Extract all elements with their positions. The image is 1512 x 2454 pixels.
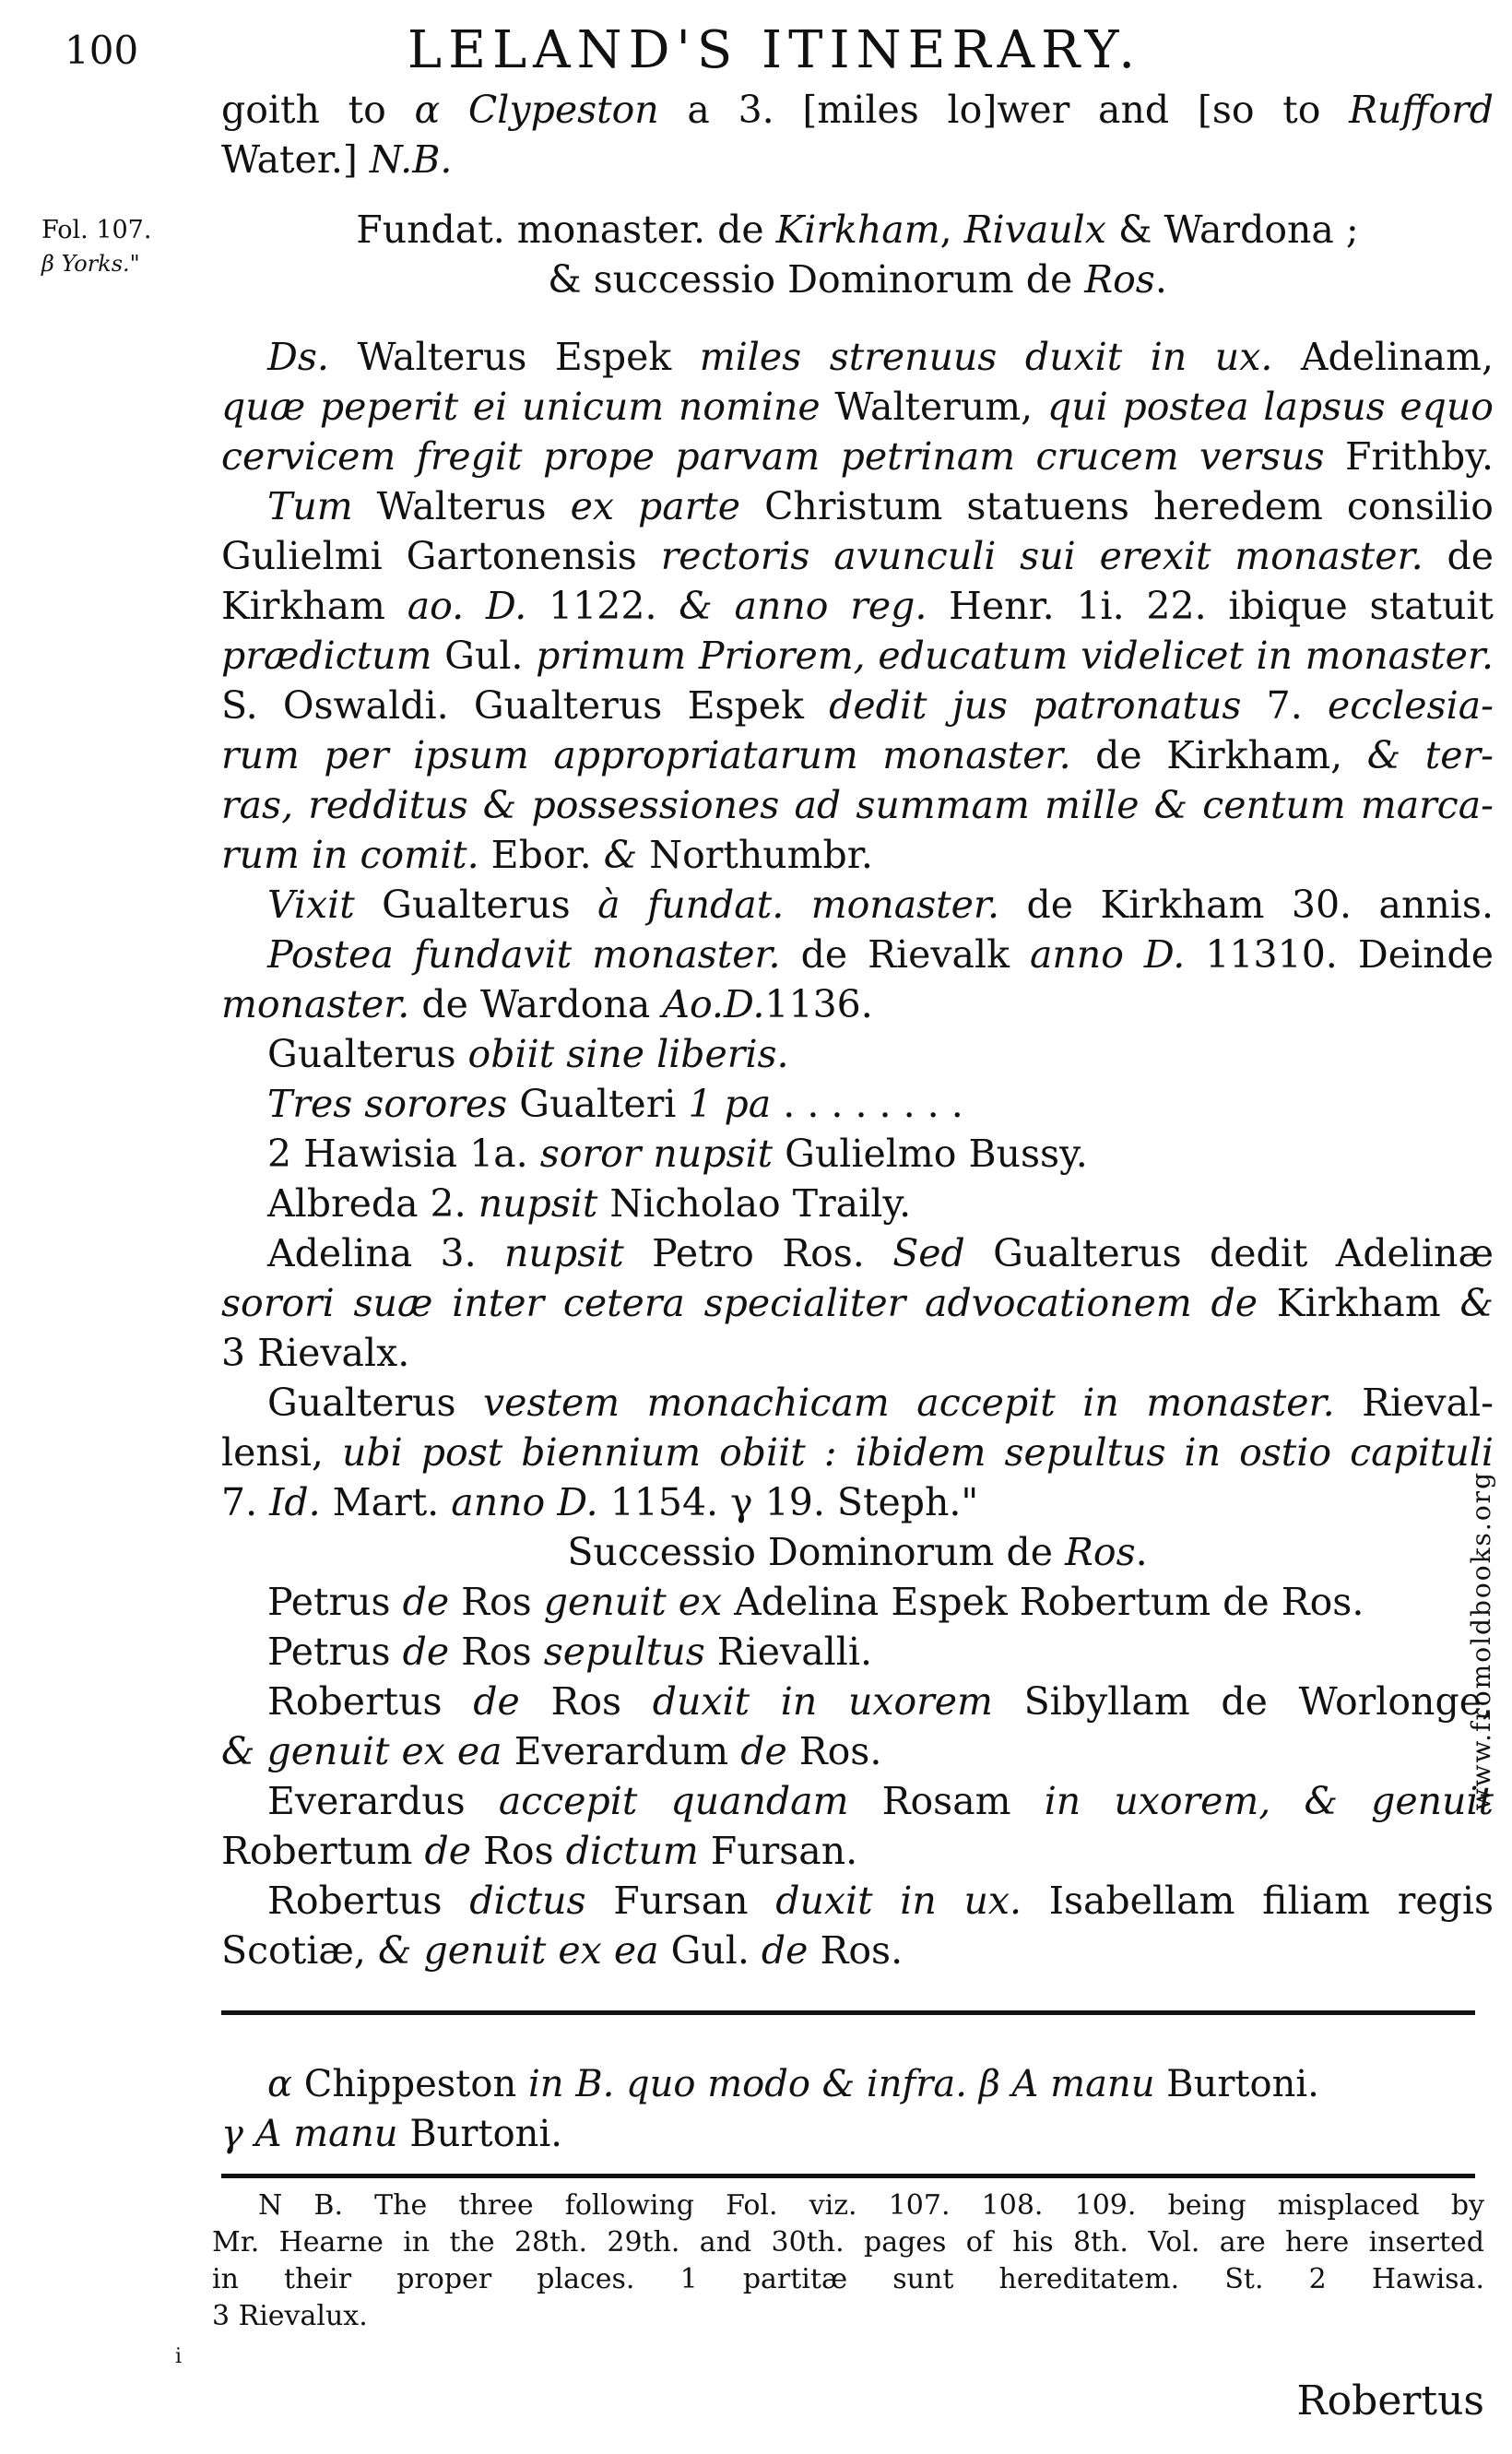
text-line: goith to α Clypeston a 3. [miles lo]wer and [so to Rufford (221, 88, 1494, 132)
text-line: Robertus de Ros duxit in uxorem Sibyllam de Worlonge, (267, 1679, 1494, 1724)
marginal-note (41, 214, 203, 280)
running-header (65, 17, 1484, 81)
text-line: Kirkham ao. D. 1122. & anno reg. Henr. 1i. 22. ibique statuit (221, 584, 1494, 628)
text-line: Tum Walterus ex parte Christum statuens heredem consilio (267, 484, 1494, 528)
note-line: 3 Rievalux. (212, 2300, 368, 2332)
text-line: Water.] N.B. (221, 137, 453, 182)
text-line: monaster. de Wardona Ao.D.1136. (221, 982, 873, 1026)
subheading-line: Successio Dominorum de Ros. (567, 1530, 1148, 1574)
text-line: S. Oswaldi. Gualterus Espek dedit jus patronatus 7. ecclesia- (221, 683, 1494, 728)
text-line: Gualterus obiit sine liberis. (267, 1032, 789, 1076)
text-line: ras, redditus & possessiones ad summam mille & centum marca- (221, 783, 1494, 827)
text-line: Everardus accepit quandam Rosam in uxorem, & genuit (267, 1779, 1494, 1823)
footnote-line: γ A manu Burtoni. (221, 2113, 562, 2155)
text-line: Robertum de Ros dictum Fursan. (221, 1829, 858, 1873)
editor-note (212, 2187, 1484, 2335)
text-block-continuation (221, 85, 1494, 184)
text-line: Adelina 3. nupsit Petro Ros. Sed Gualterus dedit Adelinæ (267, 1231, 1494, 1275)
text-line: Petrus de Ros genuit ex Adelina Espek Robertum de Ros. (267, 1580, 1364, 1624)
text-line: Robertus dictus Fursan duxit in ux. Isabellam filiam regis (267, 1879, 1494, 1923)
text-line: Vixit Gualterus à fundat. monaster. de Kirkham 30. annis. (267, 883, 1494, 927)
text-line: Gulielmi Gartonensis rectoris avunculi sui erexit monaster. de (221, 534, 1494, 578)
text-line: Postea fundavit monaster. de Rievalk anno D. 11310. Deinde (267, 932, 1494, 977)
watermark-url: www.fromoldbooks.org (1466, 1471, 1496, 1811)
running-title: LELAND'S ITINERARY. (407, 20, 1142, 80)
text-line: Albreda 2. nupsit Nicholao Traily. (267, 1181, 912, 1226)
text-line: 7. Id. Mart. anno D. 1154. γ 19. Steph." (221, 1480, 979, 1524)
text-line: 2 Hawisia 1a. soror nupsit Gulielmo Bussy. (267, 1132, 1088, 1176)
signature-mark: i (175, 2345, 183, 2368)
text-line: Scotiæ, & genuit ex ea Gul. de Ros. (221, 1928, 904, 1973)
text-line: 3 Rievalx. (221, 1331, 410, 1375)
footnotes (221, 2059, 1484, 2159)
text-line: Gualterus vestem monachicam accepit in monaster. Rieval- (267, 1381, 1494, 1425)
main-text (221, 332, 1494, 1975)
page-number: 100 (65, 28, 139, 73)
heading-line: Fundat. monaster. de Kirkham, Rivaulx & Wardona ; (356, 207, 1359, 252)
text-line: & genuit ex ea Everardum de Ros. (221, 1729, 882, 1773)
note-rule (221, 2174, 1475, 2178)
text-line: sorori suæ inter cetera specialiter advocationem de Kirkham & (221, 1281, 1494, 1325)
note-line: N B. The three following Fol. viz. 107. 108. 109. being misplaced by (258, 2189, 1484, 2222)
text-line: quæ peperit ei unicum nomine Walterum, qui postea lapsus equo (221, 385, 1494, 429)
footnote-line: α Chippeston in B. quo modo & infra. β A manu Burtoni. (267, 2063, 1319, 2105)
text-line: rum per ipsum appropriatarum monaster. de Kirkham, & ter- (221, 733, 1494, 777)
text-line: cervicem fregit prope parvam petrinam crucem versus Frithby. (221, 434, 1494, 479)
folio-reference: Fol. 107. (41, 216, 152, 244)
heading-line: & successio Dominorum de Ros. (548, 257, 1167, 302)
text-line: Ds. Walterus Espek miles strenuus duxit in ux. Adelinam, (267, 335, 1494, 379)
text-line: lensi, ubi post biennium obiit : ibidem sepultus in ostio capituli (221, 1430, 1494, 1475)
text-line: Tres sorores Gualteri 1 pa . . . . . . . . (267, 1082, 963, 1126)
footnote-rule (221, 2010, 1475, 2015)
text-line: prædictum Gul. primum Priorem, educatum videlicet in monaster. (221, 634, 1494, 678)
section-heading (221, 205, 1494, 304)
text-line: Petrus de Ros sepultus Rievalli. (267, 1630, 873, 1674)
note-line: in their proper places. 1 partitæ sunt hereditatem. St. 2 Hawisa. (212, 2263, 1484, 2295)
marginal-variant: β Yorks." (41, 251, 140, 277)
catchword: Robertus (1296, 2377, 1484, 2424)
text-line: rum in comit. Ebor. & Northumbr. (221, 833, 873, 877)
note-line: Mr. Hearne in the 28th. 29th. and 30th. pages of his 8th. Vol. are here inserted (212, 2226, 1484, 2258)
